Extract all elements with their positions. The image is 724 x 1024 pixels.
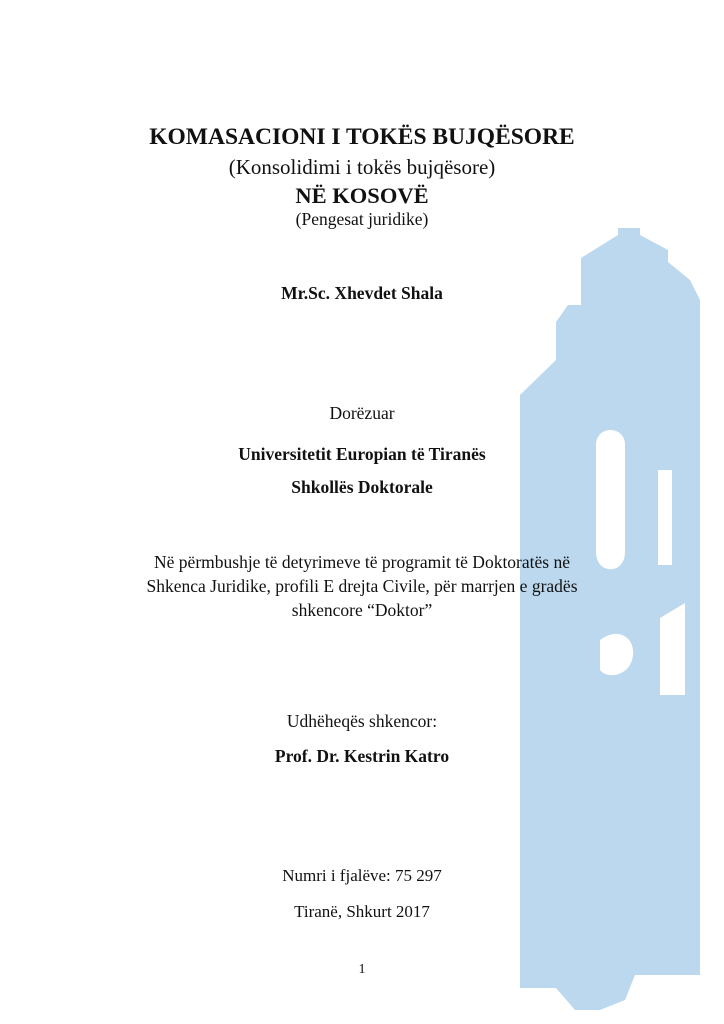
place-date: Tiranë, Shkurt 2017 (294, 902, 430, 921)
submitted-label: Dorëzuar (329, 403, 395, 423)
description-line-2: Shkenca Juridike, profili E drejta Civile, për marrjen e gradës (146, 576, 578, 596)
document-title: KOMASACIONI I TOKËS BUJQËSORE (149, 124, 575, 150)
document-location-title: NË KOSOVË (295, 183, 429, 208)
document-subtitle: (Konsolidimi i tokës bujqësore) (228, 155, 496, 179)
university-name: Universitetit Europian të Tiranës (238, 444, 486, 464)
author-name: Mr.Sc. Xhevdet Shala (281, 283, 443, 303)
page-number: 1 (358, 962, 366, 977)
document-subtitle-secondary: (Pengesat juridike) (295, 209, 429, 229)
description-line-3: shkencore “Doktor” (291, 600, 433, 620)
school-name: Shkollës Doktorale (291, 477, 433, 497)
supervisor-name: Prof. Dr. Kestrin Katro (274, 746, 450, 766)
supervisor-label: Udhëheqës shkencor: (286, 711, 438, 731)
description-line-1: Në përmbushje të detyrimeve të programit të Doktoratës në (154, 552, 570, 572)
word-count: Numri i fjalëve: 75 297 (282, 866, 442, 885)
